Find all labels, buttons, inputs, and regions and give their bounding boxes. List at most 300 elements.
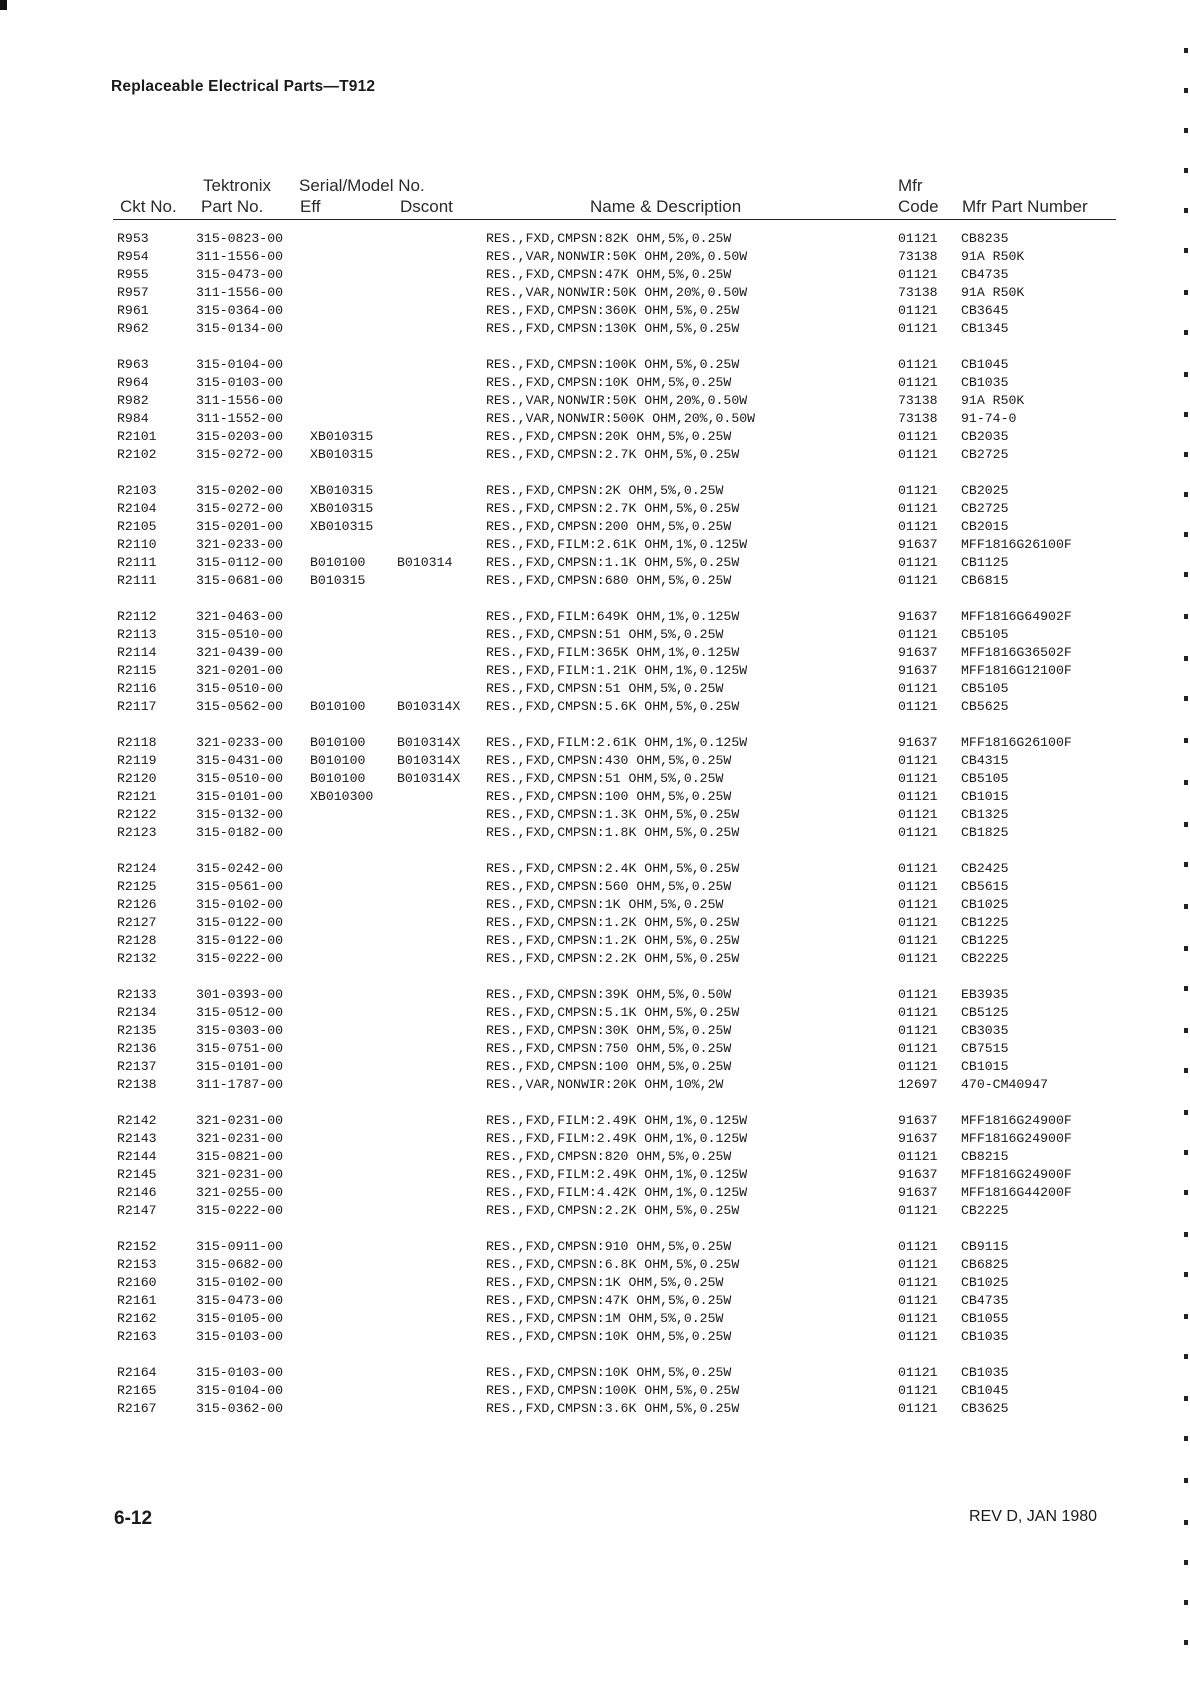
part-number: 321-0231-00 [196, 1113, 284, 1128]
table-row [0, 1040, 1190, 1058]
description: RES.,VAR,NONWIR:50K OHM,20%,0.50W [486, 393, 748, 408]
part-number: 315-0362-00 [196, 1401, 284, 1416]
mfr-part-number: MFF1816G26100F [961, 735, 1072, 750]
col-eff-header: Eff [300, 197, 321, 216]
col-code-header: Code [898, 197, 939, 216]
table-row [0, 1004, 1190, 1022]
part-number: 315-0202-00 [196, 483, 284, 498]
table-row [0, 428, 1190, 446]
mfr-code: 01121 [898, 771, 938, 786]
circuit-number: R2105 [117, 519, 157, 534]
part-number: 315-0122-00 [196, 933, 284, 948]
circuit-number: R2146 [117, 1185, 157, 1200]
part-number: 311-1556-00 [196, 393, 284, 408]
mfr-part-number: MFF1816G64902F [961, 609, 1072, 624]
circuit-number: R2118 [117, 735, 157, 750]
mfr-part-number: CB4735 [961, 1293, 1009, 1308]
row-group [0, 230, 1190, 338]
header-divider [113, 219, 1116, 220]
mfr-code: 01121 [898, 231, 938, 246]
mfr-code: 73138 [898, 411, 938, 426]
part-number: 315-0103-00 [196, 375, 284, 390]
description: RES.,FXD,CMPSN:130K OHM,5%,0.25W [486, 321, 740, 336]
description: RES.,FXD,CMPSN:51 OHM,5%,0.25W [486, 771, 724, 786]
circuit-number: R957 [117, 285, 149, 300]
mfr-code: 91637 [898, 537, 938, 552]
mfr-code: 01121 [898, 681, 938, 696]
description: RES.,VAR,NONWIR:50K OHM,20%,0.50W [486, 285, 748, 300]
edge-mark [1184, 1560, 1188, 1565]
description: RES.,FXD,CMPSN:100 OHM,5%,0.25W [486, 1059, 732, 1074]
mfr-part-number: EB3935 [961, 987, 1009, 1002]
description: RES.,FXD,CMPSN:1.3K OHM,5%,0.25W [486, 807, 740, 822]
circuit-number: R2137 [117, 1059, 157, 1074]
row-group [0, 1364, 1190, 1418]
serial-eff: XB010315 [310, 483, 374, 498]
mfr-code: 01121 [898, 573, 938, 588]
mfr-part-number: CB6815 [961, 573, 1009, 588]
mfr-part-number: CB1015 [961, 789, 1009, 804]
circuit-number: R2111 [117, 573, 157, 588]
table-row [0, 1364, 1190, 1382]
mfr-code: 01121 [898, 825, 938, 840]
part-number: 315-0182-00 [196, 825, 284, 840]
mfr-code: 01121 [898, 627, 938, 642]
mfr-part-number: CB2725 [961, 501, 1009, 516]
part-number: 321-0463-00 [196, 609, 284, 624]
description: RES.,FXD,CMPSN:430 OHM,5%,0.25W [486, 753, 732, 768]
table-row [0, 446, 1190, 464]
description: RES.,FXD,CMPSN:5.1K OHM,5%,0.25W [486, 1005, 740, 1020]
circuit-number: R2101 [117, 429, 157, 444]
part-number: 311-1556-00 [196, 285, 284, 300]
part-number: 315-0272-00 [196, 501, 284, 516]
description: RES.,FXD,CMPSN:51 OHM,5%,0.25W [486, 681, 724, 696]
mfr-code: 01121 [898, 753, 938, 768]
table-row [0, 644, 1190, 662]
table-row [0, 1076, 1190, 1094]
edge-mark [1184, 1436, 1188, 1441]
table-row [0, 1310, 1190, 1328]
parts-table [0, 230, 1190, 1436]
table-row [0, 1112, 1190, 1130]
serial-eff: XB010315 [310, 519, 374, 534]
mfr-part-number: 91A R50K [961, 393, 1025, 408]
mfr-part-number: CB1225 [961, 933, 1009, 948]
table-row [0, 1148, 1190, 1166]
table-row [0, 284, 1190, 302]
table-row [0, 230, 1190, 248]
mfr-code: 91637 [898, 663, 938, 678]
description: RES.,FXD,CMPSN:560 OHM,5%,0.25W [486, 879, 732, 894]
part-number: 311-1787-00 [196, 1077, 284, 1092]
part-number: 315-0303-00 [196, 1023, 284, 1038]
table-row [0, 1256, 1190, 1274]
circuit-number: R2126 [117, 897, 157, 912]
part-number: 321-0231-00 [196, 1131, 284, 1146]
serial-eff: XB010315 [310, 429, 374, 444]
table-row [0, 374, 1190, 392]
mfr-code: 91637 [898, 1113, 938, 1128]
col-part-header: Part No. [201, 197, 264, 216]
mfr-part-number: 91A R50K [961, 285, 1025, 300]
part-number: 315-0510-00 [196, 627, 284, 642]
description: RES.,FXD,CMPSN:1M OHM,5%,0.25W [486, 1311, 724, 1326]
circuit-number: R2142 [117, 1113, 157, 1128]
page-title: Replaceable Electrical Parts—T912 [111, 78, 376, 95]
part-number: 315-0823-00 [196, 231, 284, 246]
description: RES.,FXD,FILM:2.61K OHM,1%,0.125W [486, 537, 748, 552]
row-group [0, 356, 1190, 464]
mfr-part-number: CB4315 [961, 753, 1009, 768]
row-group [0, 734, 1190, 842]
col-dscont-header: Dscont [400, 197, 453, 216]
mfr-code: 01121 [898, 429, 938, 444]
part-number: 315-0203-00 [196, 429, 284, 444]
row-group [0, 860, 1190, 968]
serial-dscont: B010314X [397, 699, 461, 714]
mfr-part-number: CB3625 [961, 1401, 1009, 1416]
part-number: 315-0132-00 [196, 807, 284, 822]
mfr-part-number: MFF1816G24900F [961, 1167, 1072, 1182]
part-number: 315-0104-00 [196, 357, 284, 372]
mfr-part-number: CB1345 [961, 321, 1009, 336]
circuit-number: R2144 [117, 1149, 157, 1164]
circuit-number: R2165 [117, 1383, 157, 1398]
mfr-part-number: CB5105 [961, 771, 1009, 786]
part-number: 315-0103-00 [196, 1329, 284, 1344]
part-number: 315-0561-00 [196, 879, 284, 894]
mfr-part-number: CB3035 [961, 1023, 1009, 1038]
mfr-code: 01121 [898, 357, 938, 372]
circuit-number: R2133 [117, 987, 157, 1002]
description: RES.,FXD,FILM:1.21K OHM,1%,0.125W [486, 663, 748, 678]
table-row [0, 1382, 1190, 1400]
table-row [0, 752, 1190, 770]
mfr-part-number: MFF1816G26100F [961, 537, 1072, 552]
table-row [0, 698, 1190, 716]
mfr-part-number: MFF1816G24900F [961, 1113, 1072, 1128]
table-row [0, 896, 1190, 914]
row-group [0, 482, 1190, 590]
serial-dscont: B010314X [397, 753, 461, 768]
col-serial-label: Serial/Model No. [299, 176, 425, 195]
description: RES.,FXD,CMPSN:820 OHM,5%,0.25W [486, 1149, 732, 1164]
part-number: 321-0439-00 [196, 645, 284, 660]
description: RES.,FXD,CMPSN:30K OHM,5%,0.25W [486, 1023, 732, 1038]
circuit-number: R982 [117, 393, 149, 408]
mfr-part-number: CB5625 [961, 699, 1009, 714]
part-number: 315-0101-00 [196, 1059, 284, 1074]
circuit-number: R2152 [117, 1239, 157, 1254]
mfr-code: 01121 [898, 807, 938, 822]
circuit-number: R954 [117, 249, 149, 264]
circuit-number: R2153 [117, 1257, 157, 1272]
description: RES.,FXD,CMPSN:2.2K OHM,5%,0.25W [486, 1203, 740, 1218]
part-number: 315-0821-00 [196, 1149, 284, 1164]
table-row [0, 1202, 1190, 1220]
mfr-code: 01121 [898, 1239, 938, 1254]
description: RES.,FXD,CMPSN:6.8K OHM,5%,0.25W [486, 1257, 740, 1272]
part-number: 315-0911-00 [196, 1239, 284, 1254]
part-number: 315-0122-00 [196, 915, 284, 930]
mfr-part-number: CB6825 [961, 1257, 1009, 1272]
mfr-code: 12697 [898, 1077, 938, 1092]
table-row [0, 1022, 1190, 1040]
mfr-part-number: CB1025 [961, 897, 1009, 912]
circuit-number: R2103 [117, 483, 157, 498]
mfr-part-number: CB5105 [961, 627, 1009, 642]
mfr-part-number: CB2725 [961, 447, 1009, 462]
circuit-number: R2125 [117, 879, 157, 894]
circuit-number: R2162 [117, 1311, 157, 1326]
table-row [0, 410, 1190, 428]
description: RES.,FXD,FILM:2.49K OHM,1%,0.125W [486, 1131, 748, 1146]
mfr-part-number: CB5615 [961, 879, 1009, 894]
mfr-code: 01121 [898, 1329, 938, 1344]
circuit-number: R2120 [117, 771, 157, 786]
serial-dscont: B010314X [397, 771, 461, 786]
mfr-code: 01121 [898, 879, 938, 894]
circuit-number: R2143 [117, 1131, 157, 1146]
table-row [0, 1274, 1190, 1292]
mfr-code: 01121 [898, 1059, 938, 1074]
mfr-code: 01121 [898, 555, 938, 570]
circuit-number: R2111 [117, 555, 157, 570]
mfr-part-number: CB1045 [961, 357, 1009, 372]
description: RES.,FXD,FILM:2.61K OHM,1%,0.125W [486, 735, 748, 750]
col-ckt-header: Ckt No. [120, 197, 177, 216]
mfr-code: 01121 [898, 1023, 938, 1038]
circuit-number: R2122 [117, 807, 157, 822]
circuit-number: R2135 [117, 1023, 157, 1038]
description: RES.,FXD,CMPSN:2.7K OHM,5%,0.25W [486, 447, 740, 462]
revision-note: REV D, JAN 1980 [969, 1508, 1098, 1525]
edge-mark [1184, 1478, 1188, 1483]
mfr-code: 01121 [898, 1311, 938, 1326]
page-number: 6-12 [114, 1508, 153, 1529]
mfr-part-number: CB8235 [961, 231, 1009, 246]
mfr-code: 01121 [898, 1149, 938, 1164]
mfr-code: 01121 [898, 375, 938, 390]
mfr-part-number: CB2425 [961, 861, 1009, 876]
mfr-code: 01121 [898, 267, 938, 282]
circuit-number: R2114 [117, 645, 157, 660]
circuit-number: R2121 [117, 789, 157, 804]
table-row [0, 914, 1190, 932]
part-number: 315-0682-00 [196, 1257, 284, 1272]
circuit-number: R2112 [117, 609, 157, 624]
table-row [0, 608, 1190, 626]
circuit-number: R2163 [117, 1329, 157, 1344]
table-row [0, 1184, 1190, 1202]
mfr-code: 01121 [898, 699, 938, 714]
part-number: 315-0272-00 [196, 447, 284, 462]
table-row [0, 1292, 1190, 1310]
description: RES.,FXD,CMPSN:47K OHM,5%,0.25W [486, 1293, 732, 1308]
mfr-code: 01121 [898, 1203, 938, 1218]
circuit-number: R964 [117, 375, 149, 390]
table-row [0, 1058, 1190, 1076]
mfr-code: 01121 [898, 1257, 938, 1272]
row-group [0, 1112, 1190, 1220]
description: RES.,FXD,CMPSN:2.4K OHM,5%,0.25W [486, 861, 740, 876]
description: RES.,FXD,CMPSN:100 OHM,5%,0.25W [486, 789, 732, 804]
table-row [0, 770, 1190, 788]
mfr-code: 01121 [898, 915, 938, 930]
table-row [0, 248, 1190, 266]
mfr-part-number: CB2025 [961, 483, 1009, 498]
mfr-code: 01121 [898, 1275, 938, 1290]
serial-eff: B010315 [310, 573, 366, 588]
table-row [0, 932, 1190, 950]
circuit-number: R2164 [117, 1365, 157, 1380]
circuit-number: R2128 [117, 933, 157, 948]
mfr-code: 01121 [898, 303, 938, 318]
circuit-number: R963 [117, 357, 149, 372]
description: RES.,VAR,NONWIR:50K OHM,20%,0.50W [486, 249, 748, 264]
mfr-part-number: CB2015 [961, 519, 1009, 534]
description: RES.,FXD,CMPSN:1.2K OHM,5%,0.25W [486, 933, 740, 948]
mfr-part-number: CB9115 [961, 1239, 1009, 1254]
mfr-part-number: CB2225 [961, 951, 1009, 966]
table-row [0, 518, 1190, 536]
edge-mark [1184, 1520, 1188, 1525]
description: RES.,FXD,FILM:365K OHM,1%,0.125W [486, 645, 740, 660]
mfr-part-number: CB1125 [961, 555, 1009, 570]
col-tektronix-label: Tektronix [203, 176, 272, 195]
table-row [0, 266, 1190, 284]
part-number: 315-0751-00 [196, 1041, 284, 1056]
row-group [0, 608, 1190, 716]
description: RES.,FXD,CMPSN:51 OHM,5%,0.25W [486, 627, 724, 642]
description: RES.,FXD,CMPSN:1.8K OHM,5%,0.25W [486, 825, 740, 840]
serial-dscont: B010314X [397, 735, 461, 750]
edge-mark [1184, 1640, 1188, 1645]
part-number: 315-0103-00 [196, 1365, 284, 1380]
part-number: 315-0104-00 [196, 1383, 284, 1398]
description: RES.,FXD,CMPSN:2.2K OHM,5%,0.25W [486, 951, 740, 966]
mfr-code: 91637 [898, 1185, 938, 1200]
circuit-number: R2136 [117, 1041, 157, 1056]
circuit-number: R2110 [117, 537, 157, 552]
table-row [0, 824, 1190, 842]
mfr-code: 01121 [898, 447, 938, 462]
part-number: 315-0242-00 [196, 861, 284, 876]
row-group [0, 986, 1190, 1094]
mfr-code: 91637 [898, 1167, 938, 1182]
part-number: 315-0101-00 [196, 789, 284, 804]
part-number: 311-1556-00 [196, 249, 284, 264]
circuit-number: R2113 [117, 627, 157, 642]
table-row [0, 950, 1190, 968]
part-number: 315-0473-00 [196, 1293, 284, 1308]
part-number: 315-0112-00 [196, 555, 284, 570]
serial-eff: B010100 [310, 753, 366, 768]
serial-eff: B010100 [310, 699, 366, 714]
edge-mark [1184, 48, 1188, 53]
mfr-code: 01121 [898, 1005, 938, 1020]
mfr-code: 01121 [898, 933, 938, 948]
description: RES.,VAR,NONWIR:500K OHM,20%,0.50W [486, 411, 756, 426]
mfr-part-number: MFF1816G36502F [961, 645, 1072, 660]
circuit-number: R2134 [117, 1005, 157, 1020]
description: RES.,FXD,CMPSN:1K OHM,5%,0.25W [486, 1275, 724, 1290]
part-number: 315-0512-00 [196, 1005, 284, 1020]
mfr-code: 73138 [898, 249, 938, 264]
table-row [0, 806, 1190, 824]
part-number: 315-0431-00 [196, 753, 284, 768]
description: RES.,FXD,CMPSN:1K OHM,5%,0.25W [486, 897, 724, 912]
description: RES.,FXD,CMPSN:10K OHM,5%,0.25W [486, 1329, 732, 1344]
mfr-code: 91637 [898, 645, 938, 660]
part-number: 315-0105-00 [196, 1311, 284, 1326]
description: RES.,FXD,CMPSN:1.2K OHM,5%,0.25W [486, 915, 740, 930]
mfr-part-number: CB1825 [961, 825, 1009, 840]
mfr-code: 01121 [898, 951, 938, 966]
circuit-number: R2104 [117, 501, 157, 516]
table-row [0, 392, 1190, 410]
circuit-number: R2132 [117, 951, 157, 966]
edge-mark [1184, 88, 1188, 93]
circuit-number: R2161 [117, 1293, 157, 1308]
scan-corner-mark [0, 0, 7, 10]
description: RES.,FXD,CMPSN:10K OHM,5%,0.25W [486, 375, 732, 390]
edge-mark [1184, 128, 1188, 133]
mfr-part-number: CB1055 [961, 1311, 1009, 1326]
description: RES.,FXD,CMPSN:39K OHM,5%,0.50W [486, 987, 732, 1002]
col-mpn-header: Mfr Part Number [962, 197, 1088, 216]
serial-eff: XB010315 [310, 447, 374, 462]
mfr-code: 91637 [898, 609, 938, 624]
serial-eff: B010100 [310, 555, 366, 570]
table-row [0, 734, 1190, 752]
part-number: 315-0102-00 [196, 1275, 284, 1290]
circuit-number: R962 [117, 321, 149, 336]
circuit-number: R2124 [117, 861, 157, 876]
table-row [0, 860, 1190, 878]
circuit-number: R2115 [117, 663, 157, 678]
mfr-code: 01121 [898, 1401, 938, 1416]
mfr-code: 01121 [898, 321, 938, 336]
edge-mark [1184, 168, 1188, 173]
serial-eff: XB010300 [310, 789, 374, 804]
part-number: 315-0222-00 [196, 951, 284, 966]
part-number: 311-1552-00 [196, 411, 284, 426]
table-row [0, 554, 1190, 572]
table-row [0, 662, 1190, 680]
part-number: 315-0510-00 [196, 771, 284, 786]
mfr-part-number: CB1035 [961, 1329, 1009, 1344]
table-row [0, 572, 1190, 590]
circuit-number: R2116 [117, 681, 157, 696]
description: RES.,FXD,CMPSN:47K OHM,5%,0.25W [486, 267, 732, 282]
row-group [0, 1238, 1190, 1346]
description: RES.,FXD,FILM:649K OHM,1%,0.125W [486, 609, 740, 624]
circuit-number: R2160 [117, 1275, 157, 1290]
mfr-code: 01121 [898, 1041, 938, 1056]
description: RES.,FXD,CMPSN:82K OHM,5%,0.25W [486, 231, 732, 246]
description: RES.,FXD,CMPSN:3.6K OHM,5%,0.25W [486, 1401, 740, 1416]
mfr-part-number: CB1225 [961, 915, 1009, 930]
edge-mark [1184, 1600, 1188, 1605]
description: RES.,FXD,CMPSN:5.6K OHM,5%,0.25W [486, 699, 740, 714]
mfr-code: 01121 [898, 987, 938, 1002]
mfr-part-number: CB1025 [961, 1275, 1009, 1290]
mfr-part-number: CB8215 [961, 1149, 1009, 1164]
mfr-part-number: CB7515 [961, 1041, 1009, 1056]
table-row [0, 482, 1190, 500]
